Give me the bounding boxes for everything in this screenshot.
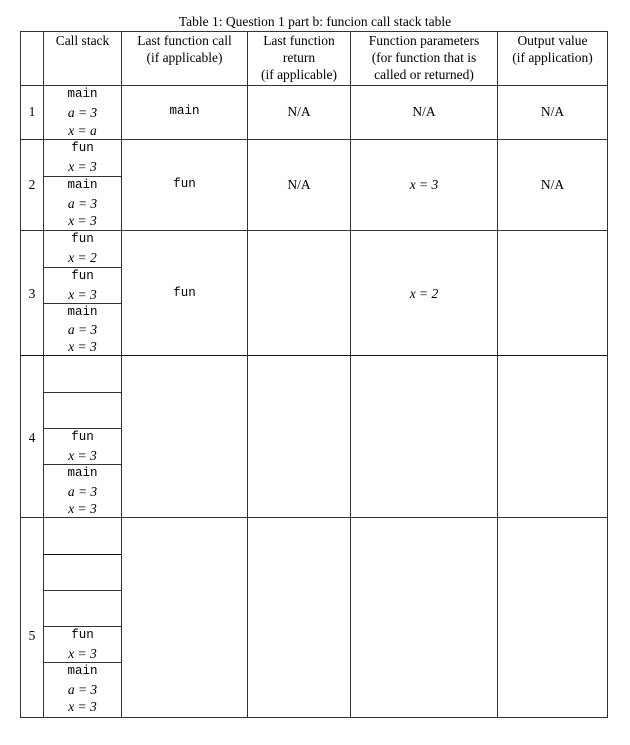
- column-separator: [121, 31, 122, 718]
- stack-variable: a = 3: [67, 484, 98, 499]
- params-cell: x = 2: [409, 286, 439, 301]
- stack-function-name: fun: [71, 628, 94, 642]
- params-cell: N/A: [412, 104, 436, 119]
- stack-variable: a = 3: [67, 322, 98, 337]
- row-number: 1: [28, 104, 36, 119]
- stack-variable: x = 3: [68, 159, 97, 174]
- header-last-call: Last function call (if applicable): [137, 33, 232, 65]
- header-params: Function parameters (for function that is called or returned): [368, 33, 480, 82]
- header-last-return: Last function return (if applicable): [260, 33, 338, 82]
- table-border-right: [607, 31, 608, 718]
- table-border-bottom: [20, 717, 608, 718]
- column-separator: [247, 31, 248, 718]
- stack-variable: x = a: [68, 123, 97, 138]
- stack-function-name: fun: [71, 232, 94, 246]
- stack-variable: a = 3: [67, 196, 98, 211]
- last-call-cell: fun: [173, 286, 196, 300]
- stack-variable: x = 3: [68, 448, 97, 463]
- row-number: 4: [28, 430, 36, 445]
- stack-variable: a = 3: [67, 682, 98, 697]
- header-output: Output value (if application): [512, 33, 593, 65]
- stack-frame-separator: [43, 554, 121, 555]
- stack-frame-separator: [43, 392, 121, 393]
- stack-function-name: fun: [71, 430, 94, 444]
- stack-function-name: main: [67, 87, 98, 101]
- header-call-stack: Call stack: [55, 33, 110, 48]
- last-call-cell: main: [169, 104, 200, 118]
- stack-variable: a = 3: [67, 105, 98, 120]
- last-return-cell: N/A: [287, 104, 311, 119]
- stack-variable: x = 3: [68, 339, 97, 354]
- stack-function-name: fun: [71, 269, 94, 283]
- stack-function-name: main: [67, 178, 98, 192]
- output-cell: N/A: [540, 177, 565, 192]
- stack-variable: x = 3: [68, 501, 97, 516]
- stack-variable: x = 3: [68, 699, 97, 714]
- stack-variable: x = 3: [68, 287, 97, 302]
- stack-function-name: main: [67, 305, 98, 319]
- row-separator: [20, 355, 608, 356]
- last-return-cell: N/A: [287, 177, 311, 192]
- stack-function-name: main: [67, 466, 98, 480]
- stack-variable: x = 3: [68, 646, 97, 661]
- stack-function-name: main: [67, 664, 98, 678]
- table-caption: Table 1: Question 1 part b: funcion call stack table: [178, 14, 452, 29]
- row-number: 5: [28, 628, 36, 643]
- row-number: 2: [28, 177, 36, 192]
- params-cell: x = 3: [409, 177, 439, 192]
- row-separator: [20, 517, 608, 518]
- row-number: 3: [28, 286, 36, 301]
- last-call-cell: fun: [173, 177, 196, 191]
- stack-variable: x = 3: [68, 213, 97, 228]
- stack-variable: x = 2: [68, 250, 97, 265]
- stack-function-name: fun: [71, 141, 94, 155]
- output-cell: N/A: [540, 104, 565, 119]
- column-separator: [497, 31, 498, 718]
- table-border-left: [20, 31, 21, 718]
- stack-frame-separator: [43, 590, 121, 591]
- column-separator: [350, 31, 351, 718]
